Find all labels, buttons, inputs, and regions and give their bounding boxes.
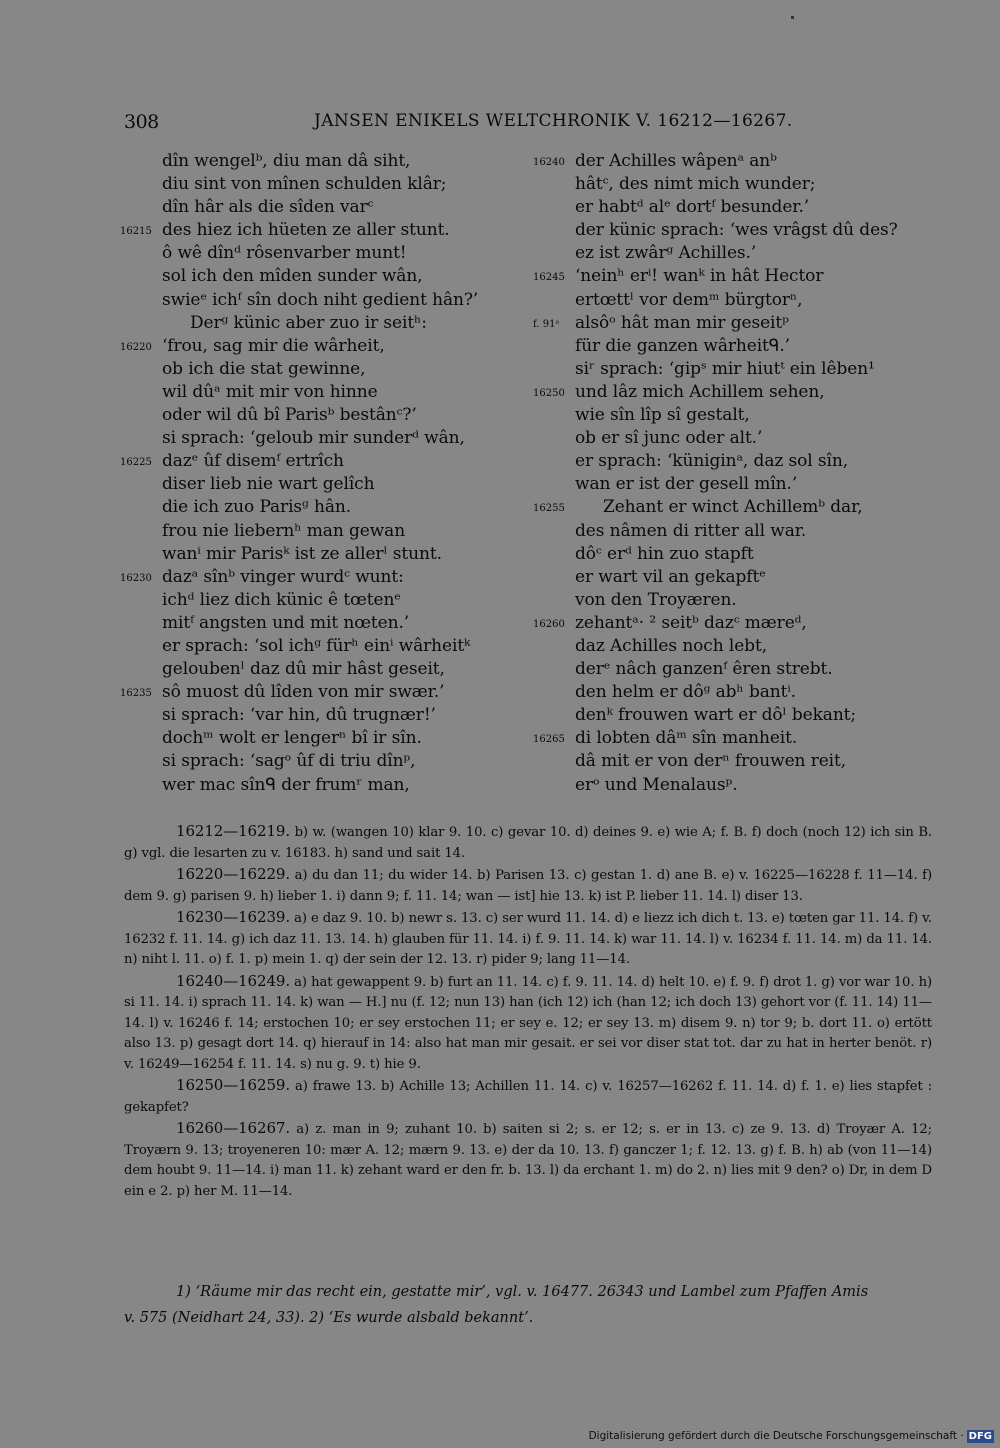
verse-number: 16250	[533, 387, 565, 399]
verse-text: ‘frou, sag mir die wârheit,	[162, 335, 385, 356]
verse-line	[533, 312, 933, 335]
left-verse-column	[120, 150, 535, 797]
verse-text: dîn wengelᵇ, diu man dâ siht,	[162, 151, 411, 171]
apparatus-entry	[124, 1118, 932, 1202]
verse-line	[120, 173, 535, 196]
verse-line	[533, 335, 933, 358]
verse-line	[120, 473, 535, 496]
verse-line	[120, 543, 535, 566]
verse-line	[533, 566, 933, 589]
verse-text: erᵒ und Menalausᵖ.	[575, 774, 738, 795]
verse-text: für die ganzen wârheitᑫ.’	[575, 335, 790, 356]
scan-speck	[791, 16, 794, 19]
verse-text: dôᶜ erᵈ hin zuo stapft	[575, 543, 754, 564]
verse-line	[120, 704, 535, 727]
verse-line	[533, 589, 933, 612]
verse-line	[533, 658, 933, 681]
verse-line	[533, 681, 933, 704]
verse-text: wie sîn lîp sî gestalt,	[575, 405, 750, 426]
verse-number: 16225	[120, 457, 152, 469]
apparatus-text: a) hat gewappent 9. b) furt an 11. 14. c) f. 9. 11. 14. d) helt 10. e) f. 9. f) drot 1. g) vor war 10. h) si 11. 14. i) sprach 11. 14. k) wan — H.] nu (f. 12; nun 13) han (ich 12) ich (han 12; ich doch 13) gehort vor (f. 11. 14) 11—14. l) v. 16246 f. 14; erstochen 10; er sey erstochen 11; er sey e. 12; er sey 13. m) disem 9. n) tor 9; b. dort 11. o) ertött also 13. p) gesagt dort 14. q) hierauf in 14: also hat man mir gesait. er sei vor diser stat tot. dar zu hat in herter benöt. r) v. 16249—16254 f. 11. 14. s) nu g. 9. t) hie 9.	[124, 974, 933, 1072]
verse-text: er habtᵈ alᵉ dortᶠ besunder.’	[575, 197, 810, 218]
verse-line	[120, 727, 535, 750]
verse-line	[533, 543, 933, 566]
page-header	[124, 111, 932, 135]
verse-text: ertœttˡ vor demᵐ bürgtorⁿ,	[575, 289, 803, 310]
verse-text: diser lieb nie wart gelîch	[162, 474, 375, 495]
verse-text: die ich zuo Parisᵍ hân.	[162, 497, 352, 518]
verse-text: geloubenˡ daz dû mir hâst geseit,	[162, 659, 445, 680]
verse-text: Zehant er winct Achillemᵇ dar,	[603, 497, 863, 518]
verse-text: dochᵐ wolt er lengerⁿ bî ir sîn.	[162, 728, 422, 749]
apparatus-entry	[124, 821, 932, 864]
apparatus-range: 16240—16249.	[176, 971, 291, 990]
apparatus-text: b) w. (wangen 10) klar 9. 10. c) gevar 10. d) deines 9. e) wie A; f. B. f) doch (noch 12) ich sin B. g) vgl. die lesarten zu v. 16183. h) sand und sait 14.	[124, 825, 932, 861]
verse-line	[533, 450, 933, 473]
page-number: 308	[124, 111, 159, 133]
verse-number: 16220	[120, 341, 152, 353]
apparatus-text: a) du dan 11; du wider 14. b) Parisen 13. c) gestan 1. d) ane B. e) v. 16225—16228 f. 11—14. f) dem 9. g) parisen 9. h) lieber 1. i) dann 9; f. 11. 14; wan — ist] hie 13. k) ist P. lieber 11. 14. l) diser 13.	[124, 868, 932, 904]
critical-apparatus	[124, 821, 932, 1202]
verse-line	[533, 427, 933, 450]
verse-line	[533, 635, 933, 658]
verse-line	[120, 774, 535, 797]
verse-line	[120, 681, 535, 704]
apparatus-range: 16230—16239.	[176, 908, 291, 926]
verse-text: des nâmen di ritter all war.	[575, 520, 807, 541]
verse-text: Derᵍ künic aber zuo ir seitʰ:	[190, 312, 427, 333]
verse-text: wan er ist der gesell mîn.’	[575, 474, 798, 495]
verse-line	[533, 727, 933, 750]
verse-text: der Achilles wâpenᵃ anᵇ	[575, 151, 777, 171]
apparatus-text: a) frawe 13. b) Achille 13; Achillen 11. 14. c) v. 16257—16262 f. 11. 14. d) f. 1. e) lies stapfet : gekapfet?	[124, 1079, 933, 1115]
verse-text: sol ich den mîden sunder wân,	[162, 266, 423, 287]
verse-line	[120, 312, 535, 335]
verse-number: 16255	[533, 503, 565, 515]
verse-text: und lâz mich Achillem sehen,	[575, 381, 825, 402]
running-title: JANSEN ENIKELS WELTCHRONIK V. 16212—16267.	[314, 111, 793, 131]
verse-line	[120, 219, 535, 242]
verse-text: er sprach: ‘küniginᵃ, daz sol sîn,	[575, 451, 849, 472]
verse-text: ichᵈ liez dich künic ê tœtenᵉ	[162, 589, 401, 610]
verse-text: hâtᶜ, des nimt mich wunder;	[575, 174, 816, 195]
apparatus-entry	[124, 1075, 932, 1118]
verse-number: 16260	[533, 618, 565, 630]
verse-number: 16240	[533, 157, 565, 168]
verse-line	[533, 520, 933, 543]
verse-line	[533, 289, 933, 312]
verse-text: ô wê dînᵈ rôsenvarber munt!	[162, 243, 407, 264]
right-verse-column	[533, 150, 933, 797]
verse-text: wer mac sînᑫ der frumʳ man,	[162, 774, 410, 795]
verse-line	[533, 265, 933, 288]
verse-text: zehantᵃ· ² seitᵇ dazᶜ mæreᵈ,	[575, 612, 807, 633]
verse-line	[120, 496, 535, 519]
verse-text: ‘neinʰ erⁱ! wanᵏ in hât Hector	[575, 266, 824, 287]
verse-line	[120, 427, 535, 450]
verse-text: wil dûᵃ mit mir von hinne	[162, 381, 378, 402]
verse-text: denᵏ frouwen wart er dôˡ bekant;	[575, 705, 857, 726]
verse-line	[120, 381, 535, 404]
verse-text: alsôᵒ hât man mir geseitᵖ	[575, 312, 789, 333]
verse-text: si sprach: ‘var hin, dû trugnær!’	[162, 705, 436, 726]
verse-line	[120, 404, 535, 427]
verse-text: dazᵃ sînᵇ vinger wurdᶜ wunt:	[162, 566, 404, 587]
verse-text: diu sint von mînen schulden klâr;	[162, 174, 447, 195]
verse-line	[120, 566, 535, 589]
verse-line	[120, 196, 535, 219]
verse-text: dîn hâr als die sîden varᶜ	[162, 197, 374, 218]
verse-text: sô muost dû lîden von mir swær.’	[162, 682, 445, 703]
verse-line	[120, 242, 535, 265]
verse-text: dazᵉ ûf disemᶠ ertrîch	[162, 451, 344, 472]
apparatus-entry	[124, 864, 932, 907]
verse-text: swieᵉ ichᶠ sîn doch niht gedient hân?’	[162, 289, 479, 310]
verse-line	[533, 774, 933, 797]
verse-line	[533, 473, 933, 496]
verse-line	[120, 658, 535, 681]
apparatus-text: a) e daz 9. 10. b) newr s. 13. c) ser wurd 11. 14. d) e liezz ich dich t. 13. e) tœten gar 11. 14. f) v. 16232 f. 11. 14. g) ich daz 11. 13. 14. h) glauben für 11. 14. i) f. 9. 11. 14. k) war 11. 14. l) v. 16234 f. 11. 14. m) da 11. 14. n) niht l. 11. o) f. 1. p) mein 1. q) der sein der 12. 13. r) pider 9; lang 11—14.	[124, 911, 932, 967]
footer-text: Digitalisierung gefördert durch die Deutsche Forschungsgemeinschaft ·	[588, 1430, 964, 1442]
verse-line	[533, 496, 933, 519]
verse-text: si sprach: ‘geloub mir sunderᵈ wân,	[162, 428, 465, 449]
footnote-line: v. 575 (Neidhart 24, 33). 2) ‘Es wurde alsbald bekannt’.	[124, 1310, 534, 1326]
verse-line	[533, 150, 933, 173]
verse-line	[533, 750, 933, 773]
verse-line	[533, 242, 933, 265]
apparatus-entry	[124, 971, 932, 1076]
verse-number: 16230	[120, 572, 152, 584]
verse-line	[120, 150, 535, 173]
verse-line	[533, 704, 933, 727]
verse-line	[533, 381, 933, 404]
verse-line	[533, 219, 933, 242]
verse-text: des hiez ich hüeten ze aller stunt.	[162, 220, 450, 241]
verse-line	[533, 404, 933, 427]
verse-text: mitᶠ angsten und mit nœten.’	[162, 612, 410, 633]
verse-line	[533, 358, 933, 381]
dfg-logo: DFG	[968, 1431, 992, 1442]
verse-line	[120, 289, 535, 312]
apparatus-range: 16260—16267.	[176, 1119, 291, 1137]
verse-text: ob er sî junc oder alt.’	[575, 428, 763, 449]
verse-line	[533, 612, 933, 635]
verse-text: oder wil dû bî Parisᵇ bestânᶜ?’	[162, 405, 417, 426]
apparatus-range: 16250—16259.	[176, 1076, 291, 1094]
verse-text: er wart vil an gekapftᵉ	[575, 566, 766, 587]
verse-line	[120, 335, 535, 358]
verse-line	[120, 589, 535, 612]
apparatus-text: a) z. man in 9; zuhant 10. b) saiten si 2; s. er 12; s. er in 13. c) ze 9. 13. d) Troyær A. 12; Troyærn 9. 13; troyeneren 10: mær A. 12; mærn 9. 13. e) der da 10. 13. f) ganczer 1; f. 12. 13. g) f. B. h) ab (von 11—14) dem houbt 9. 11—14. i) man 11. k) zehant ward er den fr. b. 13. l) da erchant 1. m) do 2. n) lies mit 9 den? o) Dr, in dem D ein e 2. p) her M. 11—14.	[124, 1122, 933, 1199]
verse-text: ob ich die stat gewinne,	[162, 358, 366, 379]
apparatus-entry	[124, 907, 932, 971]
verse-line	[533, 173, 933, 196]
apparatus-range: 16220—16229.	[176, 865, 291, 883]
verse-text: den helm er dôᵍ abʰ bantⁱ.	[575, 682, 796, 703]
dfg-footer	[589, 1430, 994, 1443]
verse-text: von den Troyæren.	[575, 589, 737, 610]
verse-text: ez ist zwârᵍ Achilles.’	[575, 243, 757, 264]
verse-text: wanⁱ mir Parisᵏ ist ze allerˡ stunt.	[162, 543, 442, 564]
verse-line	[120, 265, 535, 288]
verse-number: f. 91ᵃ	[533, 318, 560, 330]
footnote-line: 1) ‘Räume mir das recht ein, gestatte mir’, vgl. v. 16477. 26343 und Lambel zum Pfaffen Amis	[176, 1284, 869, 1300]
verse-line	[120, 635, 535, 658]
verse-text: derᵉ nâch ganzenᶠ êren strebt.	[575, 659, 833, 680]
verse-text: di lobten dâᵐ sîn manheit.	[575, 728, 798, 749]
verse-line	[120, 750, 535, 773]
verse-line	[120, 450, 535, 473]
verse-text: daz Achilles noch lebt,	[575, 635, 767, 656]
verse-line	[120, 612, 535, 635]
verse-line	[120, 520, 535, 543]
verse-text: der künic sprach: ‘wes vrâgst dû des?	[575, 220, 898, 241]
verse-number: 16245	[533, 272, 565, 284]
verse-line	[120, 358, 535, 381]
verse-number: 16265	[533, 734, 565, 746]
verse-number: 16215	[120, 226, 152, 238]
verse-text: siʳ sprach: ‘gipˢ mir hiutᵗ ein lêben¹	[575, 358, 875, 379]
apparatus-range: 16212—16219.	[176, 822, 291, 840]
verse-line	[533, 196, 933, 219]
verse-text: dâ mit er von derⁿ frouwen reit,	[575, 751, 847, 772]
verse-number: 16235	[120, 688, 152, 700]
verse-text: frou nie liebernʰ man gewan	[162, 520, 406, 541]
verse-text: si sprach: ‘sagᵒ ûf di triu dînᵖ,	[162, 751, 416, 772]
footnotes	[124, 1279, 932, 1331]
verse-text: er sprach: ‘sol ichᵍ fürʰ einⁱ wârheitᵏ	[162, 635, 471, 656]
